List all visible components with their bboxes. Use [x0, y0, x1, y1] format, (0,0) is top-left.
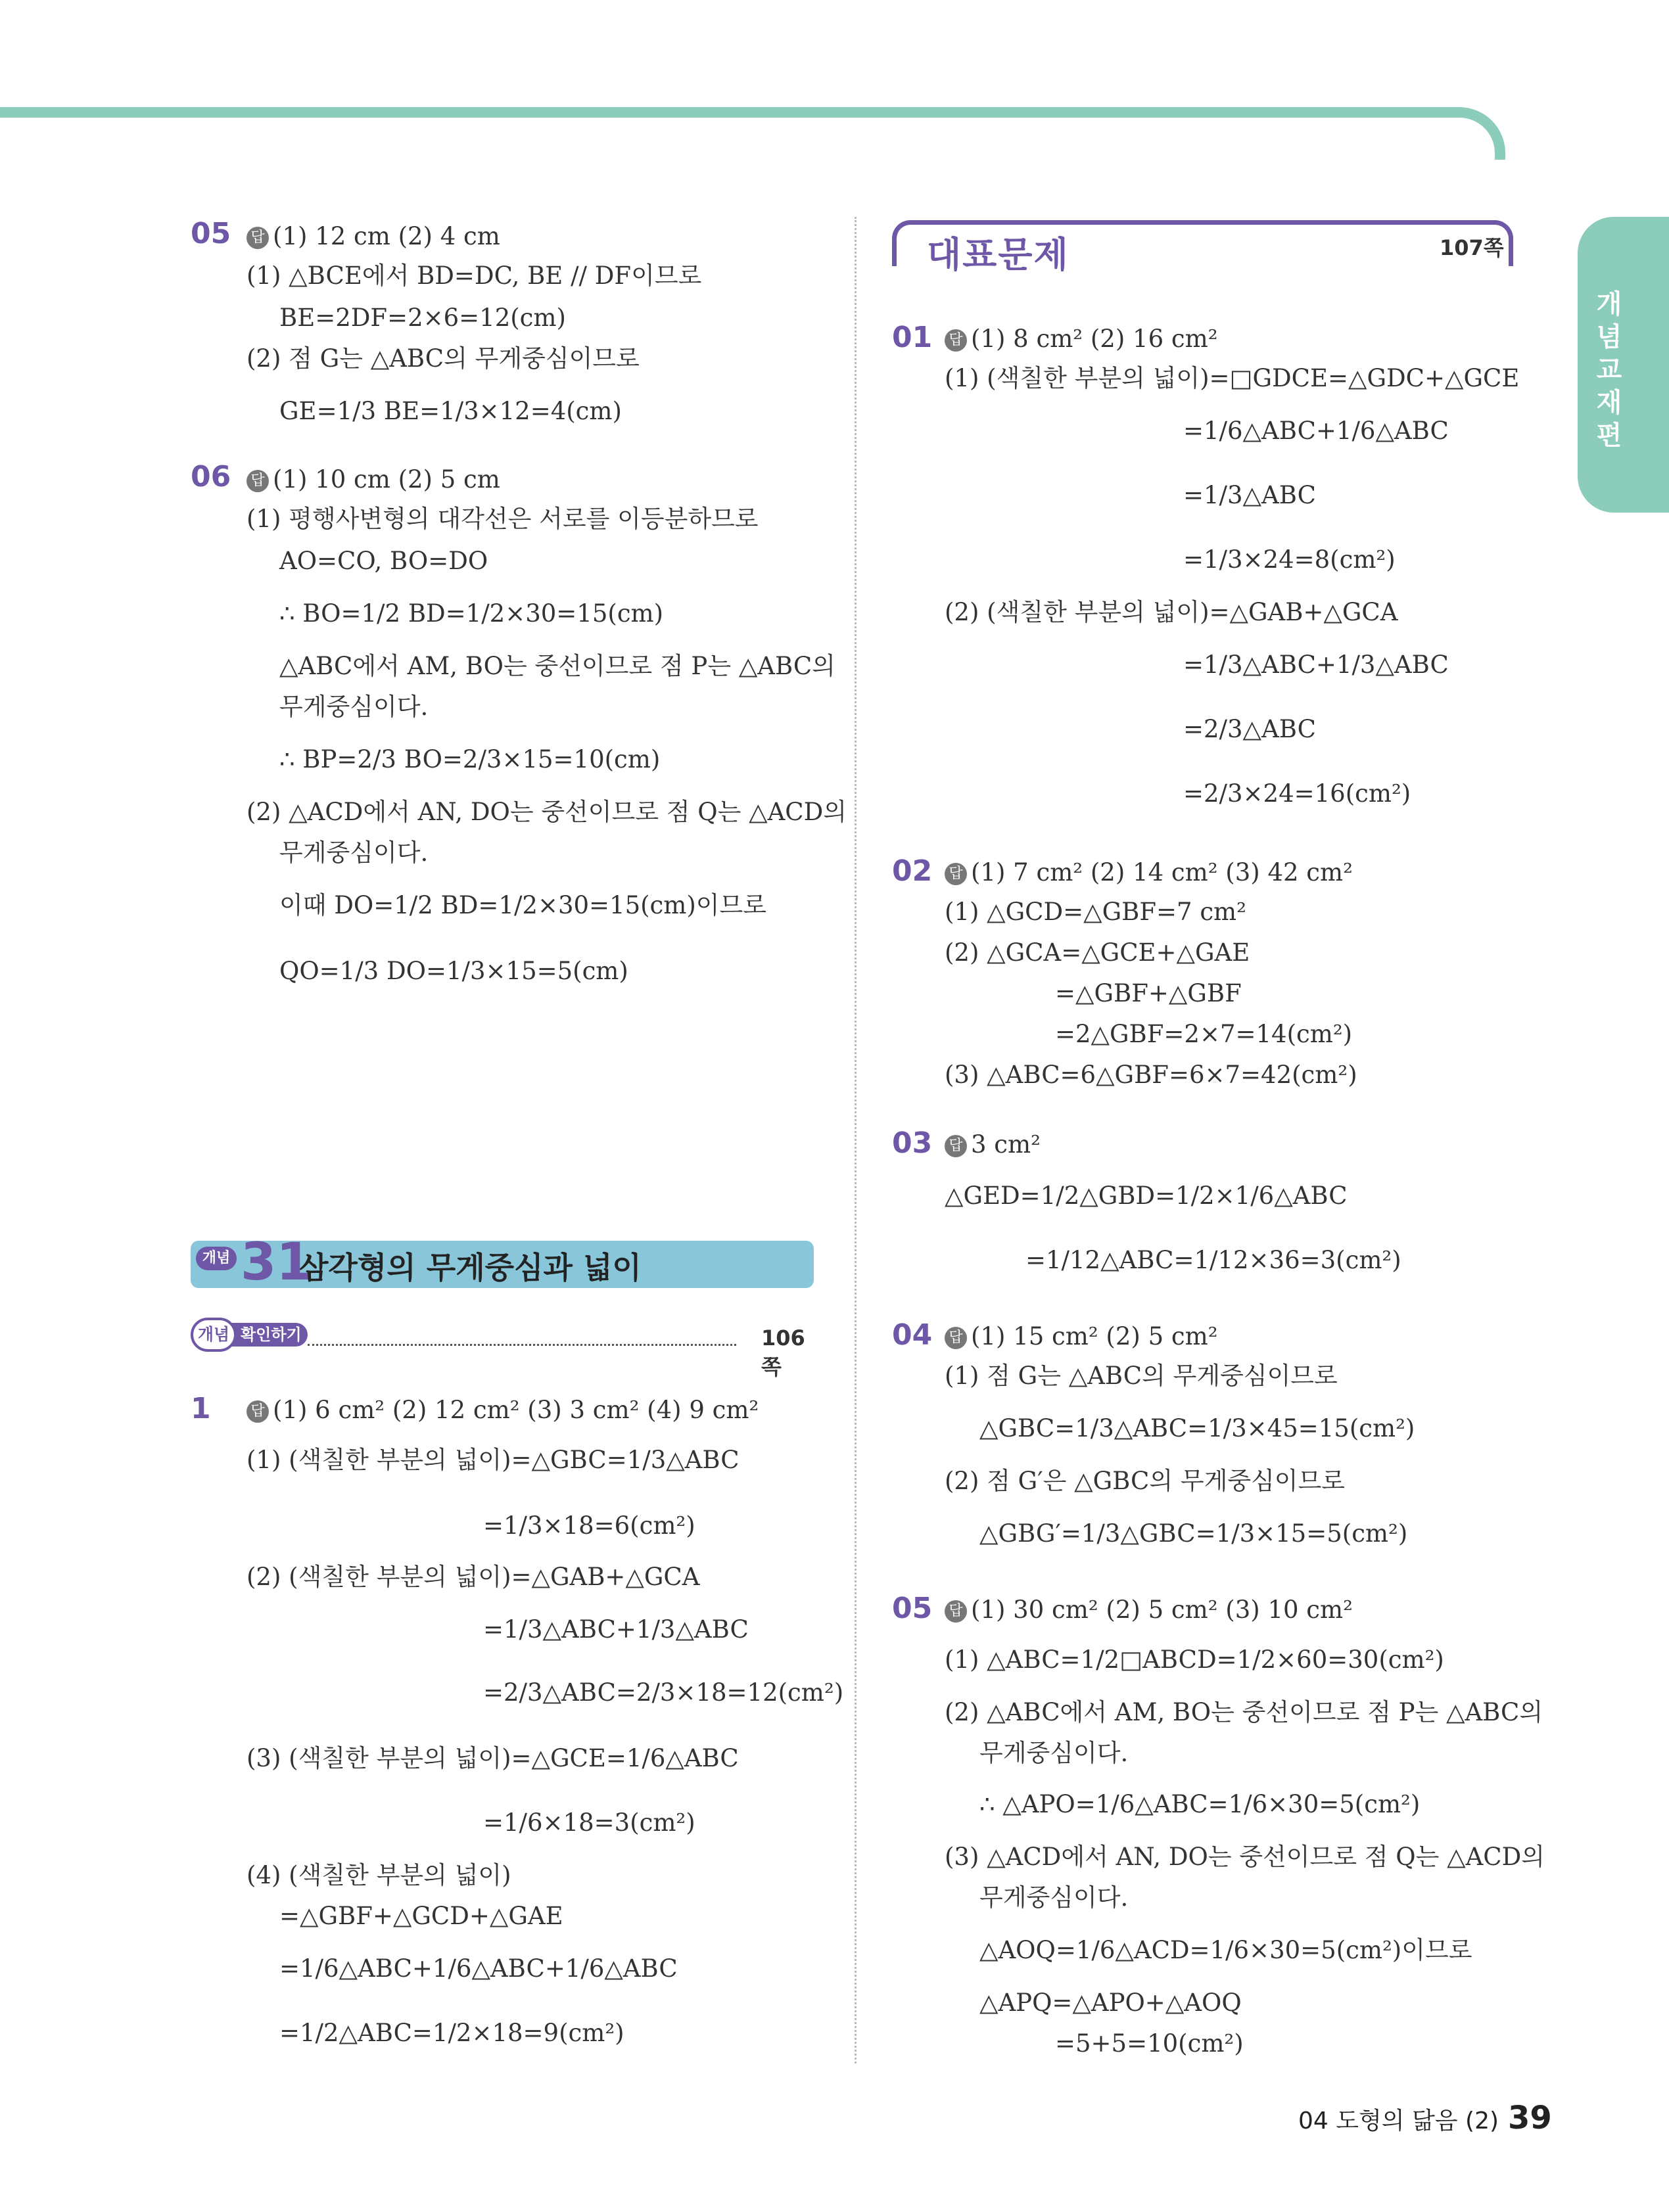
solution-line: (2) △ACD에서 AN, DO는 중선이므로 점 Q는 △ACD의 [247, 798, 847, 826]
answer-text: (1) 6 cm² (2) 12 cm² (3) 3 cm² (4) 9 cm² [273, 1396, 759, 1424]
solution-line: △GBG′=1/3△GBC=1/3×15=5(cm²) [979, 1519, 1408, 1548]
answer-text: (1) 7 cm² (2) 14 cm² (3) 42 cm² [971, 858, 1353, 887]
solution-line: (2) 점 G′은 △GBC의 무게중심이므로 [945, 1467, 1346, 1495]
side-tab-label: 개념교재편 [1596, 289, 1622, 451]
solution-line: =1/3×18=6(cm²) [483, 1511, 695, 1540]
solution-line: =2/3×24=16(cm²) [1183, 779, 1411, 808]
solution-line: =1/3△ABC [1183, 481, 1316, 509]
check-page: 106쪽 [761, 1325, 805, 1379]
solution-line: =2/3△ABC [1183, 715, 1316, 743]
solution-line: =2/3△ABC=2/3×18=12(cm²) [483, 1678, 844, 1707]
page-number: 39 [1508, 2100, 1552, 2136]
solution-line: QO=1/3 DO=1/3×15=5(cm) [279, 957, 628, 985]
answer-line [945, 1321, 1218, 1352]
check-badge-label: 확인하기 [229, 1323, 308, 1347]
solution-line: (1) 점 G는 △ABC의 무게중심이므로 [945, 1362, 1338, 1390]
answer-icon: 답 [945, 1135, 967, 1157]
answer-icon: 답 [247, 227, 269, 249]
solution-line: =1/12△ABC=1/12×36=3(cm²) [1025, 1246, 1401, 1274]
check-leader-dots [308, 1344, 736, 1346]
check-badge-circle: 개념 [191, 1318, 237, 1352]
representative-title: 대표문제 [927, 234, 1070, 275]
side-tab [1578, 217, 1669, 513]
answer-line [945, 1594, 1353, 1626]
solution-line: (2) (색칠한 부분의 넓이)=△GAB+△GCA [247, 1563, 700, 1591]
concept-title: 삼각형의 무게중심과 넓이 [299, 1250, 642, 1285]
problem-number: 02 [892, 854, 933, 888]
solution-line: GE=1/3 BE=1/3×12=4(cm) [279, 397, 622, 425]
solution-line: (1) △GCD=△GBF=7 cm² [945, 898, 1246, 926]
solution-line: △ABC에서 AM, BO는 중선이므로 점 P는 △ABC의 [279, 652, 835, 680]
solution-line: △GED=1/2△GBD=1/2×1/6△ABC [945, 1182, 1348, 1210]
solution-line: =△GBF+△GBF [1055, 979, 1242, 1007]
solution-line: △GBC=1/3△ABC=1/3×45=15(cm²) [979, 1414, 1415, 1442]
solution-line: ∴ BO=1/2 BD=1/2×30=15(cm) [279, 599, 664, 628]
problem-number: 1 [191, 1392, 211, 1425]
answer-text: (1) 8 cm² (2) 16 cm² [971, 325, 1218, 353]
solution-line: BE=2DF=2×6=12(cm) [279, 304, 566, 332]
answer-icon: 답 [247, 470, 269, 492]
solution-line: AO=CO, BO=DO [279, 547, 488, 575]
solution-line: =1/6△ABC+1/6△ABC+1/6△ABC [279, 1954, 678, 1983]
page-footer [1298, 2100, 1552, 2136]
check-badge [191, 1318, 302, 1352]
solution-line: (1) (색칠한 부분의 넓이)=□GDCE=△GDC+△GCE [945, 364, 1520, 392]
solution-line: =1/6×18=3(cm²) [483, 1809, 695, 1837]
answer-text: 3 cm² [971, 1130, 1041, 1159]
concept-number: 31 [241, 1233, 312, 1292]
solution-line: =5+5=10(cm²) [1055, 2029, 1244, 2058]
solution-line: (3) (색칠한 부분의 넓이)=△GCE=1/6△ABC [247, 1744, 739, 1772]
problem-number: 03 [892, 1126, 933, 1160]
answer-line [945, 323, 1218, 355]
column-divider [855, 217, 857, 2063]
answer-line [247, 464, 500, 495]
solution-line: 이때 DO=1/2 BD=1/2×30=15(cm)이므로 [279, 891, 767, 919]
solution-line: =1/6△ABC+1/6△ABC [1183, 417, 1449, 445]
solution-line: 무게중심이다. [279, 693, 429, 721]
answer-icon: 답 [945, 1600, 967, 1623]
problem-number: 05 [191, 217, 231, 250]
solution-line: (4) (색칠한 부분의 넓이) [247, 1861, 511, 1889]
solution-line: =△GBF+△GCD+△GAE [279, 1902, 563, 1930]
solution-line: (1) △BCE에서 BD=DC, BE // DF이므로 [247, 262, 702, 290]
solution-line: (1) 평행사변형의 대각선은 서로를 이등분하므로 [247, 505, 759, 533]
answer-line [247, 221, 500, 252]
answer-text: (1) 15 cm² (2) 5 cm² [971, 1322, 1218, 1350]
answer-icon: 답 [945, 863, 967, 885]
answer-text: (1) 10 cm (2) 5 cm [273, 465, 500, 494]
solution-line: =1/3△ABC+1/3△ABC [1183, 651, 1449, 679]
answer-line [247, 1394, 759, 1426]
solution-line: (2) 점 G는 △ABC의 무게중심이므로 [247, 344, 640, 373]
solution-line: =2△GBF=2×7=14(cm²) [1055, 1020, 1353, 1048]
problem-number: 01 [892, 321, 933, 354]
answer-line [945, 857, 1353, 888]
solution-line: =1/2△ABC=1/2×18=9(cm²) [279, 2019, 624, 2047]
solution-line: (3) △ABC=6△GBF=6×7=42(cm²) [945, 1061, 1357, 1089]
solution-line: =1/3△ABC+1/3△ABC [483, 1615, 749, 1644]
footer-chapter: 04 도형의 닮음 (2) [1298, 2108, 1499, 2134]
problem-number: 04 [892, 1318, 933, 1352]
check-row [191, 1318, 822, 1379]
solution-line: (2) (색칠한 부분의 넓이)=△GAB+△GCA [945, 598, 1398, 626]
solution-line: △AOQ=1/6△ACD=1/6×30=5(cm²)이므로 [979, 1936, 1472, 1964]
answer-line [945, 1129, 1041, 1161]
problem-number: 05 [892, 1592, 933, 1625]
answer-icon: 답 [945, 329, 967, 352]
answer-text: (1) 30 cm² (2) 5 cm² (3) 10 cm² [971, 1596, 1353, 1624]
answer-icon: 답 [247, 1400, 269, 1423]
problem-number: 06 [191, 460, 231, 494]
solution-line: (2) △GCA=△GCE+△GAE [945, 938, 1250, 967]
solution-line: 무게중심이다. [979, 1739, 1129, 1767]
representative-page: 107쪽 [1440, 235, 1504, 260]
solution-line: 무게중심이다. [279, 839, 429, 867]
solution-line: ∴ △APO=1/6△ABC=1/6×30=5(cm²) [979, 1790, 1421, 1818]
solution-line: (1) (색칠한 부분의 넓이)=△GBC=1/3△ABC [247, 1446, 740, 1474]
solution-line: ∴ BP=2/3 BO=2/3×15=10(cm) [279, 745, 661, 773]
solution-line: 무게중심이다. [979, 1883, 1129, 1912]
solution-line: (2) △ABC에서 AM, BO는 중선이므로 점 P는 △ABC의 [945, 1698, 1543, 1726]
top-rule [0, 107, 1505, 160]
solution-line: (1) △ABC=1/2□ABCD=1/2×60=30(cm²) [945, 1646, 1444, 1674]
concept-badge: 개념 [196, 1247, 237, 1270]
solution-line: △APQ=△APO+△AOQ [979, 1989, 1242, 2017]
solution-line: =1/3×24=8(cm²) [1183, 545, 1396, 574]
answer-text: (1) 12 cm (2) 4 cm [273, 222, 500, 250]
answer-icon: 답 [945, 1327, 967, 1349]
solution-line: (3) △ACD에서 AN, DO는 중선이므로 점 Q는 △ACD의 [945, 1843, 1545, 1871]
